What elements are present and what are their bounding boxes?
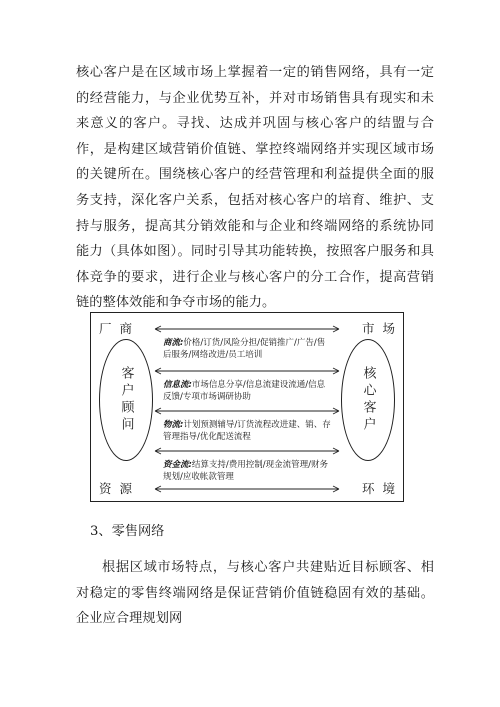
flow-row-logistics bbox=[153, 419, 341, 443]
double-arrow-icon bbox=[153, 447, 341, 455]
paragraph-retail-network: 根据区域市场特点，与核心客户共建贴近目标顾客、相对稳定的零售终端网络是保证营销价值链稳固有效的基础。企业应合理规划网 bbox=[76, 560, 434, 627]
double-arrow-icon bbox=[153, 367, 341, 375]
paragraph-core-customer: 核心客户是在区域市场上掌握着一定的销售网络，具有一定的经营能力，与企业优势互补，并对市场销售具有现实和未来意义的客户。寻找、达成并巩固与核心客户的结盟与合作，是构建区域营销价值链、掌控终端网络并实现区域市场的关键所在。围绕核心客户的经营管理和利益提供全面的服务支持，深化客户关系，包括对核心客户的培育、维护、支持与服务，提高其分销效能和与企业和终端网络的系统协同能力（具体如图）。同时引导其功能转换，按照客户服务和具体竞争的要求，进行企业与核心客户的分工合作，提高营销链的整体效能和争夺市场的能力。 bbox=[76, 65, 434, 311]
core-customer-diagram bbox=[90, 312, 404, 502]
flow-text-commerce: 价格/订货/风险分担/促销推广/广告/售后服务/网络改进/员工培训 bbox=[163, 338, 326, 360]
flow-row-capital bbox=[153, 459, 341, 483]
oval-core-customer bbox=[341, 339, 395, 461]
corner-environment: 环境 bbox=[361, 481, 403, 496]
double-arrow-icon bbox=[153, 325, 341, 333]
corner-market: 市场 bbox=[361, 321, 403, 336]
flow-label-information: 信息流: bbox=[163, 380, 192, 390]
double-arrow-icon bbox=[153, 485, 341, 493]
flow-label-commerce: 商流: bbox=[163, 338, 184, 348]
flow-rows bbox=[153, 319, 341, 495]
flow-label-capital: 资金流: bbox=[163, 460, 192, 470]
corner-manufacturer: 厂商 bbox=[99, 321, 141, 336]
flow-text-capital: 结算支持/费用控制/现金流管理/财务规划/应收帐款管理 bbox=[163, 460, 328, 482]
corner-resources: 资源 bbox=[99, 481, 141, 496]
flow-row-commerce bbox=[153, 337, 341, 361]
flow-text-information: 市场信息分享/信息流建设流通/信息反馈/专项市场调研协助 bbox=[163, 380, 326, 402]
oval-core-customer-label: 核心客户 bbox=[360, 366, 376, 434]
flow-text-logistics: 计划预测辅导/订货流程改进建、销、存管理指导/优化配送流程 bbox=[163, 420, 331, 442]
flow-label-logistics: 物流: bbox=[163, 420, 184, 430]
oval-customer-advisor bbox=[99, 339, 153, 461]
section-heading-retail-network: 3、零售网络 bbox=[90, 524, 165, 539]
flow-row-information bbox=[153, 379, 341, 403]
double-arrow-icon bbox=[153, 407, 341, 415]
oval-customer-advisor-label: 客户顾问 bbox=[118, 366, 134, 434]
